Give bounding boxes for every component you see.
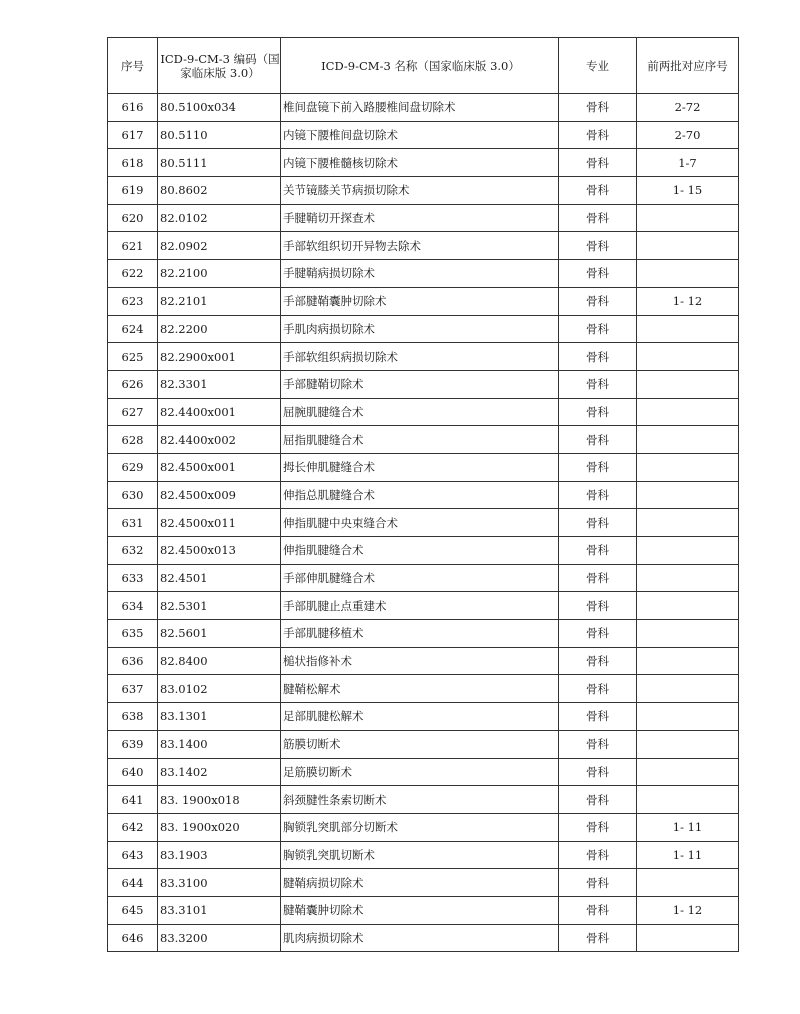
cell-prev-seq: 1- 11 bbox=[637, 841, 739, 869]
cell-prev-seq bbox=[637, 481, 739, 509]
cell-specialty: 骨科 bbox=[559, 813, 637, 841]
cell-seq: 637 bbox=[108, 675, 158, 703]
cell-prev-seq: 1-7 bbox=[637, 149, 739, 177]
cell-name: 胸锁乳突肌部分切断术 bbox=[281, 813, 559, 841]
cell-seq: 646 bbox=[108, 924, 158, 952]
cell-specialty: 骨科 bbox=[559, 343, 637, 371]
header-code: ICD-9-CM-3 编码（国家临床版 3.0） bbox=[158, 38, 281, 94]
table-row bbox=[108, 703, 739, 731]
cell-specialty: 骨科 bbox=[559, 287, 637, 315]
cell-prev-seq bbox=[637, 398, 739, 426]
cell-code: 82.5601 bbox=[158, 620, 281, 648]
cell-specialty: 骨科 bbox=[559, 149, 637, 177]
cell-seq: 619 bbox=[108, 177, 158, 205]
cell-prev-seq bbox=[637, 426, 739, 454]
table-row bbox=[108, 592, 739, 620]
cell-specialty: 骨科 bbox=[559, 121, 637, 149]
cell-prev-seq bbox=[637, 509, 739, 537]
procedure-table bbox=[107, 37, 739, 952]
cell-code: 80.8602 bbox=[158, 177, 281, 205]
cell-code: 82.5301 bbox=[158, 592, 281, 620]
cell-specialty: 骨科 bbox=[559, 204, 637, 232]
cell-seq: 627 bbox=[108, 398, 158, 426]
table-row bbox=[108, 398, 739, 426]
cell-specialty: 骨科 bbox=[559, 426, 637, 454]
header-specialty: 专业 bbox=[559, 38, 637, 94]
cell-seq: 621 bbox=[108, 232, 158, 260]
cell-seq: 622 bbox=[108, 260, 158, 288]
cell-seq: 623 bbox=[108, 287, 158, 315]
table-row bbox=[108, 509, 739, 537]
cell-code: 82.4500x009 bbox=[158, 481, 281, 509]
table-row bbox=[108, 564, 739, 592]
table-row bbox=[108, 426, 739, 454]
cell-name: 腱鞘松解术 bbox=[281, 675, 559, 703]
cell-seq: 643 bbox=[108, 841, 158, 869]
cell-specialty: 骨科 bbox=[559, 620, 637, 648]
cell-code: 83. 1900x020 bbox=[158, 813, 281, 841]
cell-name: 斜颈腱性条索切断术 bbox=[281, 786, 559, 814]
table-row bbox=[108, 675, 739, 703]
table-row bbox=[108, 343, 739, 371]
cell-code: 83.1301 bbox=[158, 703, 281, 731]
cell-code: 83. 1900x018 bbox=[158, 786, 281, 814]
cell-name: 手部腱鞘切除术 bbox=[281, 370, 559, 398]
cell-specialty: 骨科 bbox=[559, 924, 637, 952]
cell-name: 内镜下腰椎髓核切除术 bbox=[281, 149, 559, 177]
cell-name: 屈指肌腱缝合术 bbox=[281, 426, 559, 454]
cell-seq: 618 bbox=[108, 149, 158, 177]
cell-specialty: 骨科 bbox=[559, 315, 637, 343]
cell-code: 82.2101 bbox=[158, 287, 281, 315]
cell-prev-seq bbox=[637, 869, 739, 897]
cell-specialty: 骨科 bbox=[559, 896, 637, 924]
cell-specialty: 骨科 bbox=[559, 786, 637, 814]
cell-specialty: 骨科 bbox=[559, 841, 637, 869]
cell-prev-seq bbox=[637, 730, 739, 758]
cell-seq: 631 bbox=[108, 509, 158, 537]
cell-name: 手腱鞘切开探查术 bbox=[281, 204, 559, 232]
cell-name: 手部腱鞘囊肿切除术 bbox=[281, 287, 559, 315]
cell-prev-seq bbox=[637, 343, 739, 371]
table-row bbox=[108, 204, 739, 232]
cell-name: 手部肌腱移植术 bbox=[281, 620, 559, 648]
cell-specialty: 骨科 bbox=[559, 730, 637, 758]
table-header-row bbox=[108, 38, 739, 94]
cell-specialty: 骨科 bbox=[559, 509, 637, 537]
table-row bbox=[108, 94, 739, 122]
cell-code: 83.1402 bbox=[158, 758, 281, 786]
cell-name: 足部肌腱松解术 bbox=[281, 703, 559, 731]
cell-prev-seq bbox=[637, 232, 739, 260]
cell-prev-seq: 1- 15 bbox=[637, 177, 739, 205]
cell-seq: 644 bbox=[108, 869, 158, 897]
cell-specialty: 骨科 bbox=[559, 564, 637, 592]
cell-prev-seq bbox=[637, 675, 739, 703]
cell-name: 手部软组织切开异物去除术 bbox=[281, 232, 559, 260]
cell-code: 82.4500x011 bbox=[158, 509, 281, 537]
cell-name: 腱鞘囊肿切除术 bbox=[281, 896, 559, 924]
table-row bbox=[108, 841, 739, 869]
cell-code: 82.4500x001 bbox=[158, 453, 281, 481]
cell-code: 82.4400x001 bbox=[158, 398, 281, 426]
cell-code: 82.8400 bbox=[158, 647, 281, 675]
cell-code: 82.0902 bbox=[158, 232, 281, 260]
cell-prev-seq bbox=[637, 786, 739, 814]
cell-seq: 626 bbox=[108, 370, 158, 398]
cell-code: 83.1903 bbox=[158, 841, 281, 869]
table-row bbox=[108, 620, 739, 648]
cell-prev-seq bbox=[637, 315, 739, 343]
cell-seq: 638 bbox=[108, 703, 158, 731]
cell-prev-seq bbox=[637, 564, 739, 592]
cell-seq: 634 bbox=[108, 592, 158, 620]
cell-name: 椎间盘镜下前入路腰椎间盘切除术 bbox=[281, 94, 559, 122]
table-row bbox=[108, 869, 739, 897]
table-row bbox=[108, 647, 739, 675]
cell-prev-seq bbox=[637, 647, 739, 675]
cell-specialty: 骨科 bbox=[559, 537, 637, 565]
cell-specialty: 骨科 bbox=[559, 370, 637, 398]
cell-prev-seq: 1- 11 bbox=[637, 813, 739, 841]
table-row bbox=[108, 924, 739, 952]
cell-seq: 645 bbox=[108, 896, 158, 924]
table-row bbox=[108, 453, 739, 481]
cell-prev-seq bbox=[637, 592, 739, 620]
cell-seq: 639 bbox=[108, 730, 158, 758]
cell-code: 83.3200 bbox=[158, 924, 281, 952]
cell-code: 80.5110 bbox=[158, 121, 281, 149]
table-row bbox=[108, 232, 739, 260]
cell-seq: 624 bbox=[108, 315, 158, 343]
cell-seq: 640 bbox=[108, 758, 158, 786]
cell-seq: 633 bbox=[108, 564, 158, 592]
cell-code: 82.4501 bbox=[158, 564, 281, 592]
cell-seq: 620 bbox=[108, 204, 158, 232]
table-row bbox=[108, 758, 739, 786]
cell-name: 胸锁乳突肌切断术 bbox=[281, 841, 559, 869]
cell-prev-seq: 2-72 bbox=[637, 94, 739, 122]
cell-prev-seq bbox=[637, 620, 739, 648]
cell-prev-seq bbox=[637, 537, 739, 565]
cell-code: 83.0102 bbox=[158, 675, 281, 703]
cell-name: 屈腕肌腱缝合术 bbox=[281, 398, 559, 426]
cell-specialty: 骨科 bbox=[559, 703, 637, 731]
cell-specialty: 骨科 bbox=[559, 481, 637, 509]
cell-prev-seq bbox=[637, 924, 739, 952]
cell-code: 82.3301 bbox=[158, 370, 281, 398]
cell-prev-seq: 1- 12 bbox=[637, 896, 739, 924]
cell-seq: 636 bbox=[108, 647, 158, 675]
cell-prev-seq bbox=[637, 370, 739, 398]
cell-code: 80.5100x034 bbox=[158, 94, 281, 122]
cell-name: 手部肌腱止点重建术 bbox=[281, 592, 559, 620]
cell-prev-seq bbox=[637, 204, 739, 232]
header-name: ICD-9-CM-3 名称（国家临床版 3.0） bbox=[281, 38, 559, 94]
cell-name: 肌肉病损切除术 bbox=[281, 924, 559, 952]
cell-name: 手部软组织病损切除术 bbox=[281, 343, 559, 371]
cell-seq: 635 bbox=[108, 620, 158, 648]
cell-prev-seq bbox=[637, 703, 739, 731]
cell-specialty: 骨科 bbox=[559, 647, 637, 675]
cell-code: 83.1400 bbox=[158, 730, 281, 758]
cell-seq: 628 bbox=[108, 426, 158, 454]
cell-seq: 617 bbox=[108, 121, 158, 149]
cell-code: 80.5111 bbox=[158, 149, 281, 177]
table-row bbox=[108, 177, 739, 205]
table-row bbox=[108, 537, 739, 565]
table-row bbox=[108, 287, 739, 315]
cell-prev-seq: 1- 12 bbox=[637, 287, 739, 315]
cell-name: 槌状指修补术 bbox=[281, 647, 559, 675]
cell-prev-seq bbox=[637, 453, 739, 481]
cell-name: 伸指肌腱缝合术 bbox=[281, 537, 559, 565]
table-row bbox=[108, 315, 739, 343]
table-row bbox=[108, 370, 739, 398]
cell-name: 腱鞘病损切除术 bbox=[281, 869, 559, 897]
cell-seq: 625 bbox=[108, 343, 158, 371]
cell-code: 82.4400x002 bbox=[158, 426, 281, 454]
cell-prev-seq bbox=[637, 260, 739, 288]
cell-code: 82.0102 bbox=[158, 204, 281, 232]
cell-code: 82.2200 bbox=[158, 315, 281, 343]
cell-specialty: 骨科 bbox=[559, 398, 637, 426]
cell-specialty: 骨科 bbox=[559, 592, 637, 620]
cell-prev-seq bbox=[637, 758, 739, 786]
cell-seq: 642 bbox=[108, 813, 158, 841]
cell-code: 82.2900x001 bbox=[158, 343, 281, 371]
header-seq: 序号 bbox=[108, 38, 158, 94]
header-prev-seq: 前两批对应序号 bbox=[637, 38, 739, 94]
cell-specialty: 骨科 bbox=[559, 177, 637, 205]
cell-name: 拇长伸肌腱缝合术 bbox=[281, 453, 559, 481]
cell-specialty: 骨科 bbox=[559, 869, 637, 897]
cell-name: 足筋膜切断术 bbox=[281, 758, 559, 786]
cell-specialty: 骨科 bbox=[559, 675, 637, 703]
cell-name: 内镜下腰椎间盘切除术 bbox=[281, 121, 559, 149]
table-row bbox=[108, 481, 739, 509]
cell-specialty: 骨科 bbox=[559, 260, 637, 288]
cell-specialty: 骨科 bbox=[559, 453, 637, 481]
cell-specialty: 骨科 bbox=[559, 94, 637, 122]
table-row bbox=[108, 260, 739, 288]
cell-name: 伸指总肌腱缝合术 bbox=[281, 481, 559, 509]
cell-specialty: 骨科 bbox=[559, 758, 637, 786]
cell-specialty: 骨科 bbox=[559, 232, 637, 260]
cell-name: 手部伸肌腱缝合术 bbox=[281, 564, 559, 592]
cell-code: 82.4500x013 bbox=[158, 537, 281, 565]
table-row bbox=[108, 786, 739, 814]
table-body bbox=[108, 94, 739, 952]
cell-prev-seq: 2-70 bbox=[637, 121, 739, 149]
cell-name: 筋膜切断术 bbox=[281, 730, 559, 758]
cell-name: 伸指肌腱中央束缝合术 bbox=[281, 509, 559, 537]
cell-code: 82.2100 bbox=[158, 260, 281, 288]
cell-seq: 616 bbox=[108, 94, 158, 122]
cell-seq: 632 bbox=[108, 537, 158, 565]
table-row bbox=[108, 896, 739, 924]
table-row bbox=[108, 813, 739, 841]
cell-seq: 630 bbox=[108, 481, 158, 509]
cell-code: 83.3100 bbox=[158, 869, 281, 897]
cell-seq: 629 bbox=[108, 453, 158, 481]
cell-name: 手肌肉病损切除术 bbox=[281, 315, 559, 343]
table-row bbox=[108, 730, 739, 758]
cell-seq: 641 bbox=[108, 786, 158, 814]
cell-name: 手腱鞘病损切除术 bbox=[281, 260, 559, 288]
table-row bbox=[108, 149, 739, 177]
table-row bbox=[108, 121, 739, 149]
cell-name: 关节镜膝关节病损切除术 bbox=[281, 177, 559, 205]
cell-code: 83.3101 bbox=[158, 896, 281, 924]
